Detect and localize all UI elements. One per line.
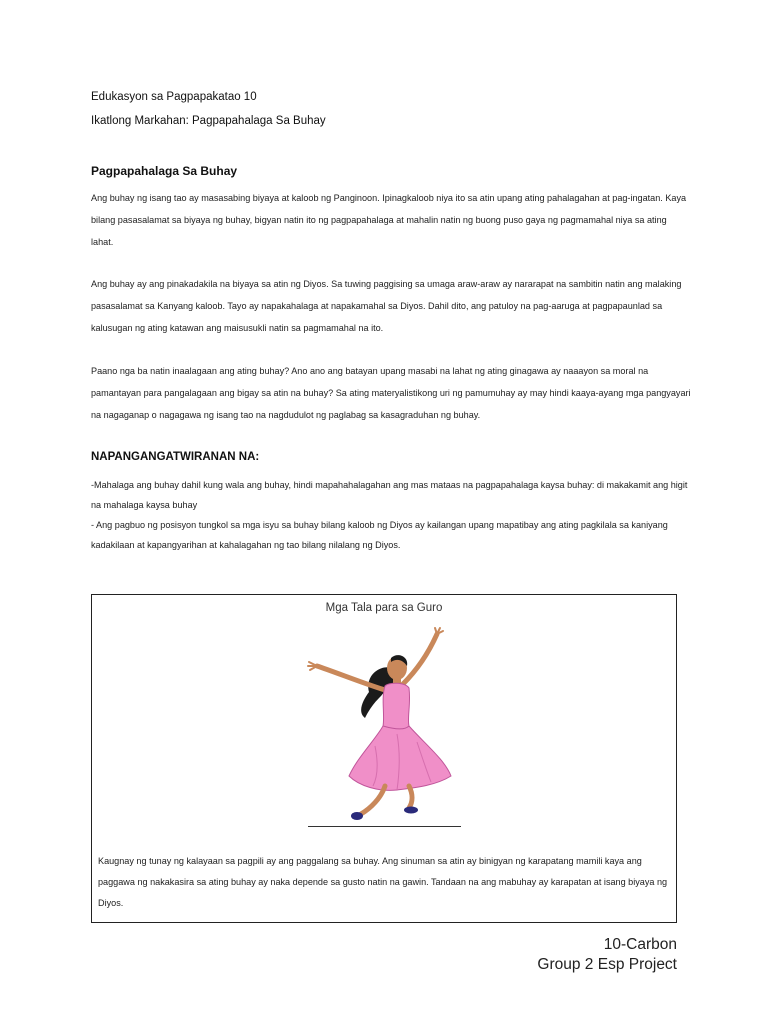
teacher-notes-box xyxy=(91,594,677,923)
notes-box-text: Kaugnay ng tunay ng kalayaan sa pagpili ay ang paggalang sa buhay. Ang sinuman sa atin ay binigyan ng karapatang mamili kaya ang paggawa ng nakakasira sa ating buhay ay naka depende sa gusto natin na gawin. Tandaan na ang mabuhay ay karapatan at isang biyaya ng Diyos. xyxy=(98,856,668,908)
reason-item-2: - Ang pagbuo ng posisyon tungkol sa mga isyu sa buhay bilang kaloob ng Diyos ay kailangan upang mapatibay ang ating pagkilala sa kaniyang kadakilaan at kapangyarihan at kahalagahan ng tao bilang nilalang ng Diyos. xyxy=(91,520,668,550)
figure-underline xyxy=(308,826,461,827)
right-hand xyxy=(435,628,443,634)
footer-project: Group 2 Esp Project xyxy=(537,956,677,973)
paragraph-3: Paano nga ba natin inaalagaan ang ating buhay? Ano ano ang batayan upang masabi na lahat ng ating ginagawa ay naaayon sa moral na pamantayan para pangalagaan ang bigay sa atin na buhay? Sa ating materyalistikong uri ng pamumuhay ay may hindi kaaya-ayang mga pangyayari na nagaganap o nagagawa ng isang tao na nagdudulot ng paglabag sa kasagraduhan ng buhay. xyxy=(91,366,691,420)
reasons-heading: NAPANGANGATWIRANAN NA: xyxy=(91,451,260,463)
left-shoe xyxy=(351,812,363,820)
right-arm xyxy=(403,634,437,684)
dancing-woman-illustration xyxy=(305,626,465,826)
paragraph-2: Ang buhay ay ang pinakadakila na biyaya sa atin ng Diyos. Sa tuwing paggising sa umaga araw-araw ay nararapat na sambitin natin ang malaking pasasalamat sa Kanyang kaloob. Tayo ay napakahalaga at napakamahal sa Diyos. Dahil dito, ang patuloy na pag-aaruga at pagpapaunlad sa kalusugan ng ating katawan ang maisusukli natin sa pagmamahal na ito. xyxy=(91,279,682,333)
subject-heading: Edukasyon sa Pagpapakatao 10 xyxy=(91,91,257,103)
pink-dress xyxy=(349,683,451,790)
page-title: Pagpapahalaga Sa Buhay xyxy=(91,164,238,178)
reason-item-1: -Mahalaga ang buhay dahil kung wala ang buhay, hindi mapahahalagahan ang mas mataas na pagpapahalaga kaysa buhay: di makakamit ang higit na mahalaga kaysa buhay xyxy=(91,480,688,510)
footer-section: 10-Carbon xyxy=(603,936,677,953)
paragraph-1: Ang buhay ng isang tao ay masasabing biyaya at kaloob ng Panginoon. Ipinagkaloob niya ito sa atin upang ating pahalagahan at pag-ingatan. Kaya bilang pasasalamat sa biyaya ng buhay, bigyan natin ito ng pagpapahalaga at mahalin natin ng buong puso gaya ng pagmamahal niya sa ating lahat. xyxy=(91,193,687,247)
reasons-list xyxy=(91,475,691,555)
notes-box-title: Mga Tala para sa Guro xyxy=(325,602,443,614)
quarter-heading: Ikatlong Markahan: Pagpapahalaga Sa Buhay xyxy=(91,115,326,127)
left-hand xyxy=(308,662,317,670)
right-shoe xyxy=(404,807,418,814)
